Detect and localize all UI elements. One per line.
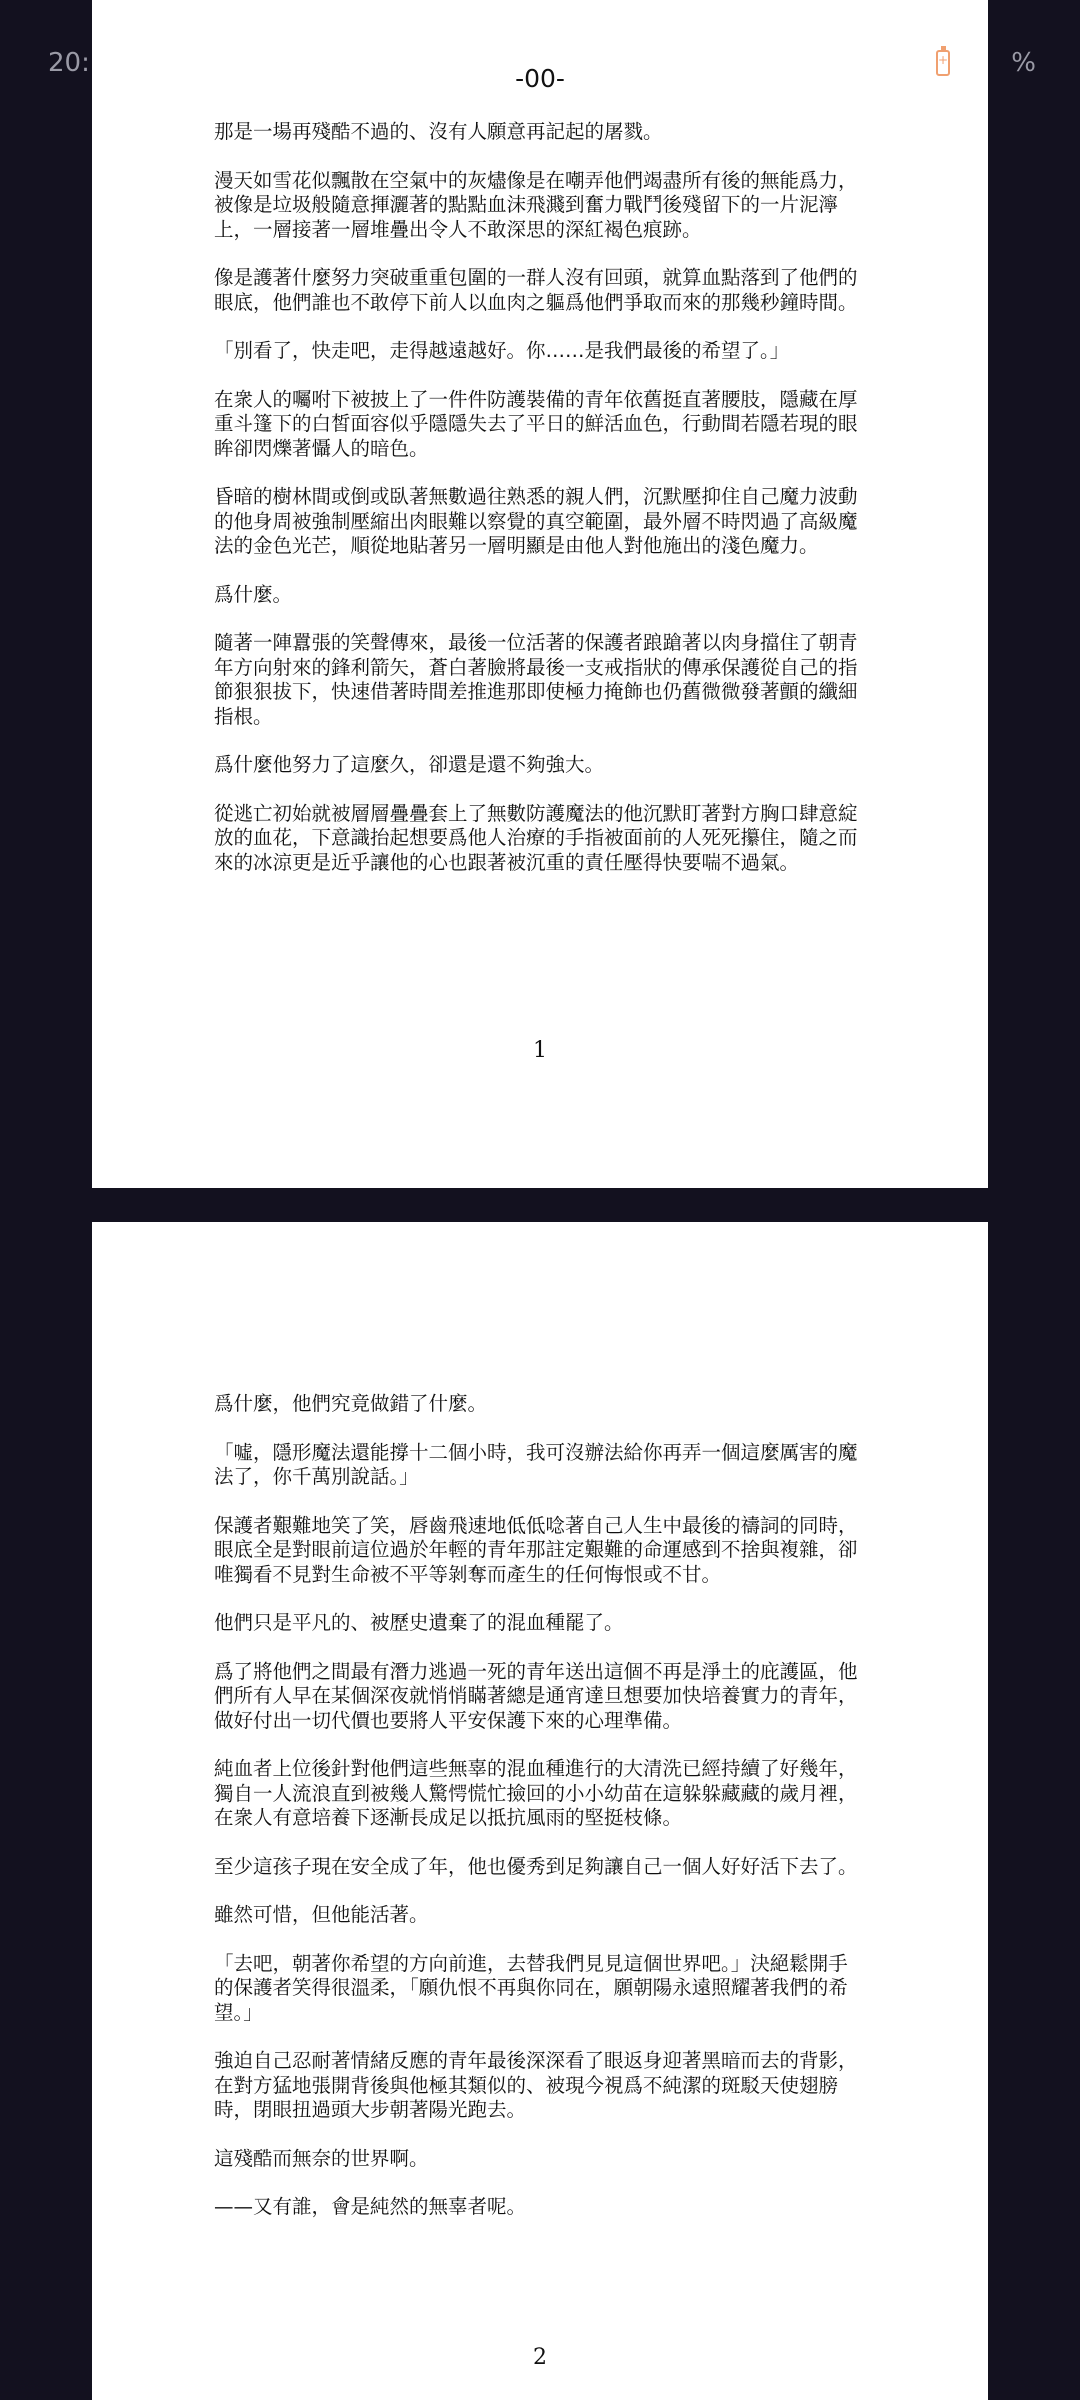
- paragraph: 漫天如雪花似飄散在空氣中的灰燼像是在嘲弄他們竭盡所有後的無能爲力，被像是垃圾般隨意揮灑著的點點血沫飛濺到奮力戰鬥後殘留下的一片泥濘上，一層接著一層堆疊出令人不敢深思的深紅褐色痕跡。: [214, 168, 858, 241]
- document-page: [92, 0, 988, 1188]
- paragraph: 「噓，隱形魔法還能撐十二個小時，我可沒辦法給你再弄一個這麼厲害的魔法了，你千萬別說話。」: [214, 1440, 858, 1488]
- paragraph: 昏暗的樹林間或倒或臥著無數過往熟悉的親人們，沉默壓抑住自己魔力波動的他身周被強制壓縮出肉眼難以察覺的真空範圍，最外層不時閃過了高級魔法的金色光芒，順從地貼著另一層明顯是由他人對他施出的淺色魔力。: [214, 485, 858, 557]
- paragraph: 保護者艱難地笑了笑，唇齒飛速地低低唸著自己人生中最後的禱詞的同時，眼底全是對眼前這位過於年輕的青年那註定艱難的命運感到不捨與複雜，卻唯獨看不見對生命被不平等剝奪而產生的任何悔恨或不甘。: [214, 1513, 858, 1586]
- paragraph: 爲了將他們之間最有潛力逃過一死的青年送出這個不再是淨土的庇護區，他們所有人早在某個深夜就悄悄瞞著總是通宵達旦想要加快培養實力的青年，做好付出一切代價也要將人平安保護下來的心理準備。: [214, 1659, 858, 1732]
- page-number: 1: [533, 1038, 547, 1063]
- paragraph: 在衆人的囑咐下被披上了一件件防護裝備的青年依舊挺直著腰肢，隱藏在厚重斗篷下的白皙面容似乎隱隱失去了平日的鮮活血色，行動間若隱若現的眼眸卻閃爍著懾人的暗色。: [214, 387, 858, 460]
- paragraph: 雖然可惜，但他能活著。: [214, 1903, 429, 1926]
- paragraph: 「去吧，朝著你希望的方向前進，去替我們見見這個世界吧。」決絕鬆開手的保護者笑得很溫柔，「願仇恨不再與你同在，願朝陽永遠照耀著我們的希望。」: [214, 1951, 848, 2024]
- document-page: [92, 1222, 988, 2400]
- page-body: [214, 1392, 866, 2244]
- paragraph: 像是護著什麼努力突破重重包圍的一群人沒有回頭，就算血點落到了他們的眼底，他們誰也不敢停下前人以血肉之軀爲他們爭取而來的那幾秒鐘時間。: [214, 266, 858, 314]
- page-number: 2: [533, 2345, 547, 2370]
- paragraph: 爲什麼，他們究竟做錯了什麼。: [214, 1392, 488, 1415]
- paragraph: 他們只是平凡的、被歷史遺棄了的混血種罷了。: [214, 1611, 624, 1634]
- document-title: -00-: [515, 64, 565, 93]
- paragraph: 強迫自己忍耐著情緒反應的青年最後深深看了眼返身迎著黑暗而去的背影，在對方猛地張開背後與他極其類似的、被現今視爲不純潔的斑駁天使翅膀時，閉眼扭過頭大步朝著陽光跑去。: [214, 2049, 858, 2121]
- paragraph: 爲什麼他努力了這麼久，卻還是還不夠強大。: [214, 753, 605, 776]
- paragraph: 純血者上位後針對他們這些無辜的混血種進行的大清洗已經持續了好幾年，獨自一人流浪直到被幾人驚愕慌忙撿回的小小幼苗在這躲躲藏藏的歲月裡，在衆人有意培養下逐漸長成足以抵抗風雨的堅挺枝條。: [214, 1757, 858, 1829]
- page-body: [214, 120, 866, 899]
- paragraph: 至少這孩子現在安全成了年，他也優秀到足夠讓自己一個人好好活下去了。: [214, 1854, 858, 1878]
- paragraph: 「別看了，快走吧，走得越遠越好。你……是我們最後的希望了。」: [214, 339, 790, 362]
- paragraph: 從逃亡初始就被層層疊疊套上了無數防護魔法的他沉默盯著對方胸口肆意綻放的血花，下意識抬起想要爲他人治療的手指被面前的人死死攥住，隨之而來的冰涼更是近乎讓他的心也跟著被沉重的責任壓得快要喘不過氣。: [214, 801, 858, 874]
- battery-percent: %: [1011, 48, 1036, 78]
- paragraph: 爲什麼。: [214, 582, 293, 606]
- paragraph: 隨著一陣囂張的笑聲傳來，最後一位活著的保護者踉蹌著以肉身擋住了朝青年方向射來的鋒利箭矢，蒼白著臉將最後一支戒指狀的傳承保護從自己的指節狠狠拔下，快速借著時間差推進那即使極力掩飾也仍舊微微發著顫的纖細指根。: [214, 631, 858, 728]
- paragraph: ——又有誰，會是純然的無辜者呢。: [214, 2195, 527, 2218]
- status-time: 20:: [48, 48, 90, 78]
- paragraph: 這殘酷而無奈的世界啊。: [214, 2146, 429, 2170]
- paragraph: 那是一場再殘酷不過的、沒有人願意再記起的屠戮。: [214, 120, 663, 143]
- battery-charging-icon: [936, 50, 950, 76]
